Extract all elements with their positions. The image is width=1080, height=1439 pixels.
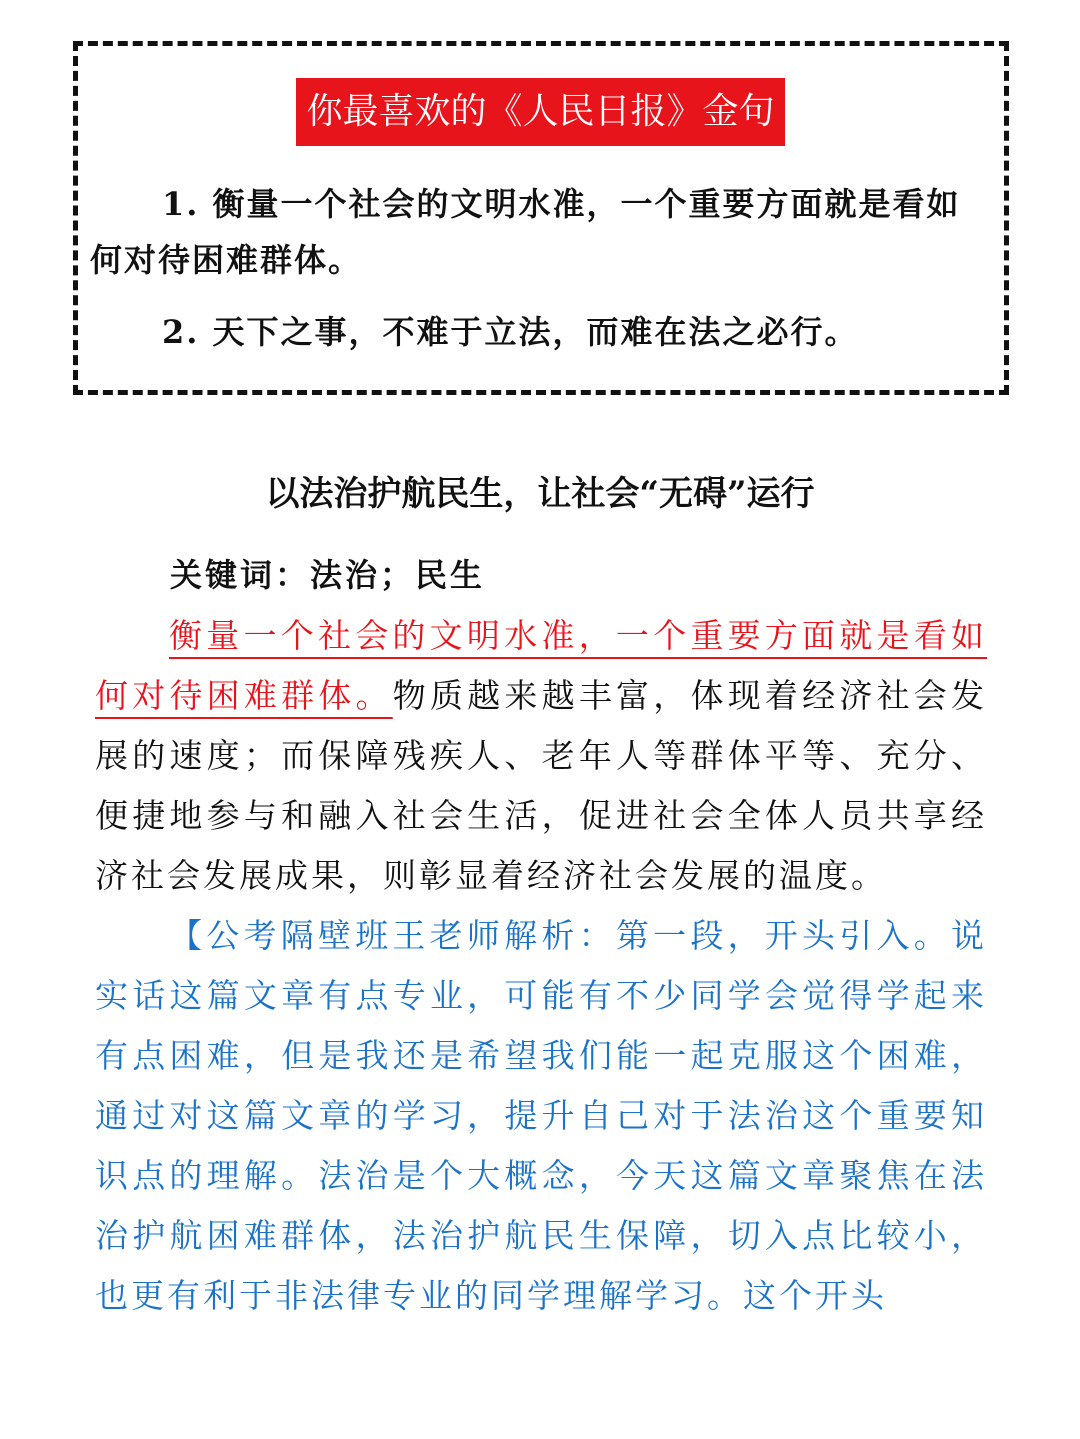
article-paragraph-1	[95, 606, 987, 906]
teacher-analysis: 【公考隔壁班王老师解析：第一段，开头引入。说实话这篇文章有点专业，可能有不少同学会觉得学起来有点困难，但是我还是希望我们能一起克服这个困难，通过对这篇文章的学习，提升自己对于法治这个重要知识点的理解。法治是个大概念，今天这篇文章聚焦在法治护航困难群体，法治护航民生保障，切入点比较小，也更有利于非法律专业的同学理解学习。这个开头	[95, 916, 987, 1315]
article-keywords: 关键词：法治；民生	[170, 556, 486, 594]
quote-item-1: 1. 衡量一个社会的文明水准，一个重要方面就是看如何对待困难群体。	[90, 185, 961, 279]
quote-box-title: 你最喜欢的《人民日报》金句	[296, 78, 785, 146]
quote-item-2: 2. 天下之事，不难于立法，而难在法之必行。	[162, 313, 859, 351]
article-title: 以法治护航民生，让社会“无碍”运行	[265, 474, 815, 514]
paragraph-1-body: 物质越来越丰富，体现着经济社会发展的速度；而保障残疾人、老年人等群体平等、充分、便捷地参与和融入社会生活，促进社会全体人员共享经济社会发展成果，则彰显着经济社会发展的温度。	[95, 676, 988, 895]
highlighted-quote: 衡量一个社会的文明水准，一个重要方面就是看如何对待困难群体。	[95, 616, 987, 715]
